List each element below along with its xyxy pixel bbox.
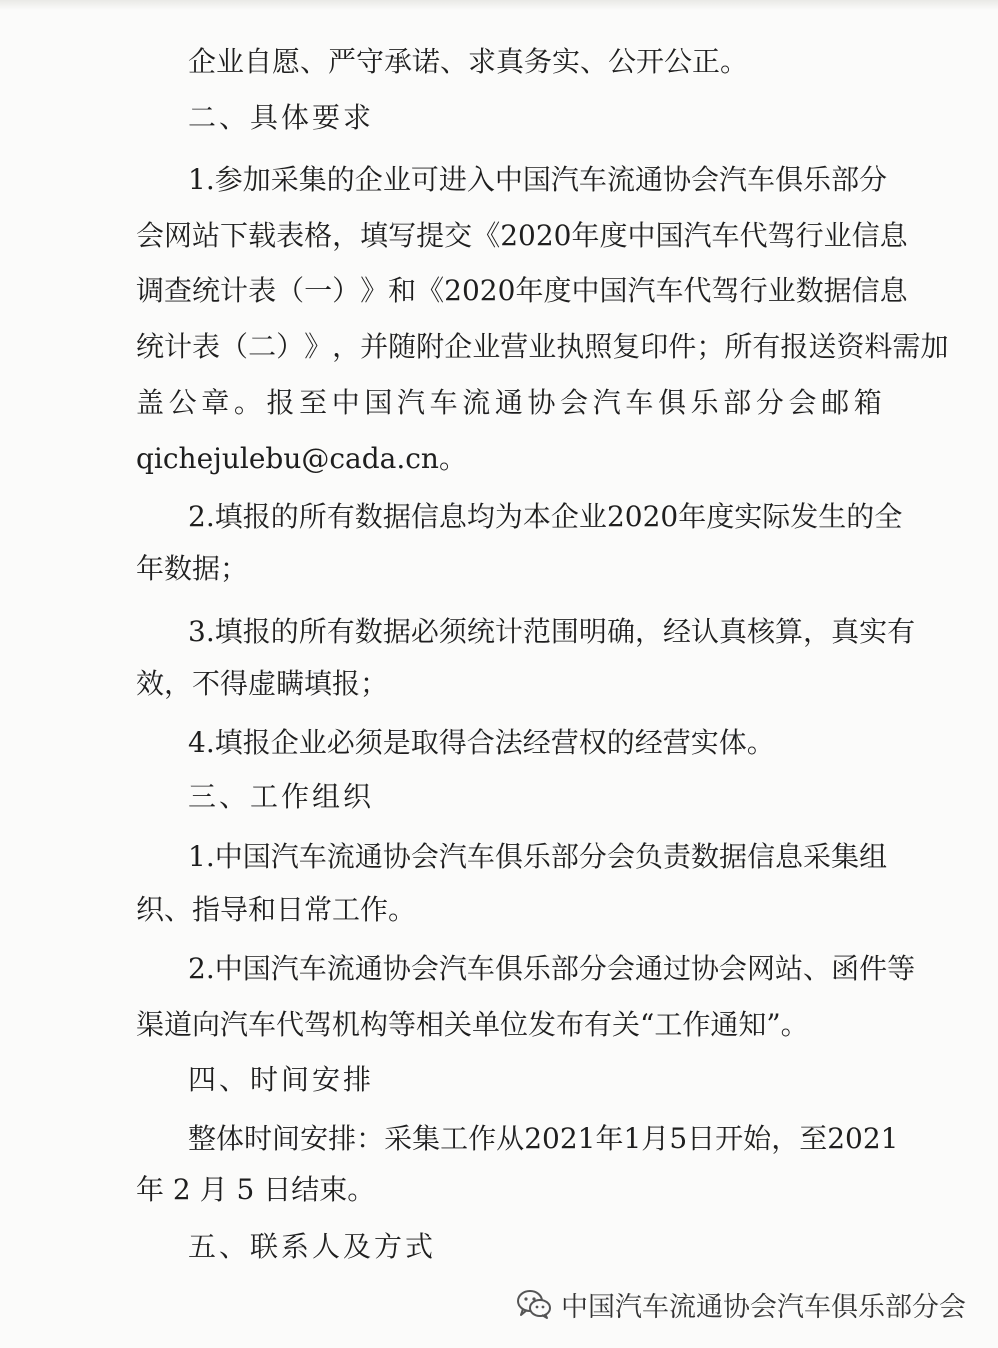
section-heading-4: 四、时间安排 <box>188 1063 375 1096</box>
text-line-17: 2. 中 国 汽 车 流 通 协 会 汽 车 俱 乐 部 分 会 通 过 协 会 网 站 、 函 件 等 <box>188 952 916 985</box>
watermark-text: 中国汽车流通协会汽车俱乐部分会 <box>561 1291 966 1323</box>
email-line: qichejulebu@cada.cn。 <box>136 442 467 475</box>
text-line-12: 效，不得虚瞒填报； <box>136 667 389 700</box>
account-watermark <box>515 1284 966 1324</box>
text-line-7: 盖 公 章 。 报 至 中 国 汽 车 流 通 协 会 汽 车 俱 乐 部 分 会 邮 箱 <box>136 386 882 419</box>
section-heading-3: 三、工作组织 <box>188 780 375 813</box>
wechat-icon <box>515 1288 553 1320</box>
scan-top-edge <box>0 0 998 10</box>
section-heading-2: 二、具体要求 <box>188 101 375 134</box>
text-line-9: 2. 填 报 的 所 有 数 据 信 息 均 为 本 企 业 2020 年 度 实 际 发 生 的 全 <box>188 500 903 533</box>
text-line-5: 调 查 统 计 表 （ 一 ） 》 和 《 2020 年 度 中 国 汽 车 代 驾 行 业 数 据 信 息 <box>136 274 908 307</box>
text-line-3: 1. 参 加 采 集 的 企 业 可 进 入 中 国 汽 车 流 通 协 会 汽 车 俱 乐 部 分 <box>188 163 888 196</box>
text-line-20: 整 体 时 间 安 排 ： 采 集 工 作 从 2021 年 1 月 5 日 开 始 ， 至 2021 <box>188 1122 899 1155</box>
section-heading-5: 五、联系人及方式 <box>188 1230 437 1263</box>
text-line-21: 年 2 月 5 日结束。 <box>136 1173 376 1206</box>
text-line-4: 会 网 站 下 载 表 格 ， 填 写 提 交 《 2020 年 度 中 国 汽 车 代 驾 行 业 信 息 <box>136 219 908 252</box>
text-line-10: 年数据； <box>136 552 249 585</box>
text-line-13: 4.填报企业必须是取得合法经营权的经营实体。 <box>188 726 775 759</box>
text-line-15: 1. 中 国 汽 车 流 通 协 会 汽 车 俱 乐 部 分 会 负 责 数 据 信 息 采 集 组 <box>188 840 888 873</box>
text-line-1: 企业自愿、严守承诺、求真务实、公开公正。 <box>188 45 749 78</box>
text-line-16: 织、指导和日常工作。 <box>136 893 417 926</box>
text-line-11: 3. 填 报 的 所 有 数 据 必 须 统 计 范 围 明 确 ， 经 认 真 核 算 ， 真 实 有 <box>188 615 916 648</box>
text-line-18: 渠道向汽车代驾机构等相关单位发布有关“工作通知”。 <box>136 1008 809 1041</box>
text-line-6: 统 计 表 （ 二 ） 》 ， 并 随 附 企 业 营 业 执 照 复 印 件 ； 所 有 报 送 资 料 需 加 <box>136 330 949 363</box>
